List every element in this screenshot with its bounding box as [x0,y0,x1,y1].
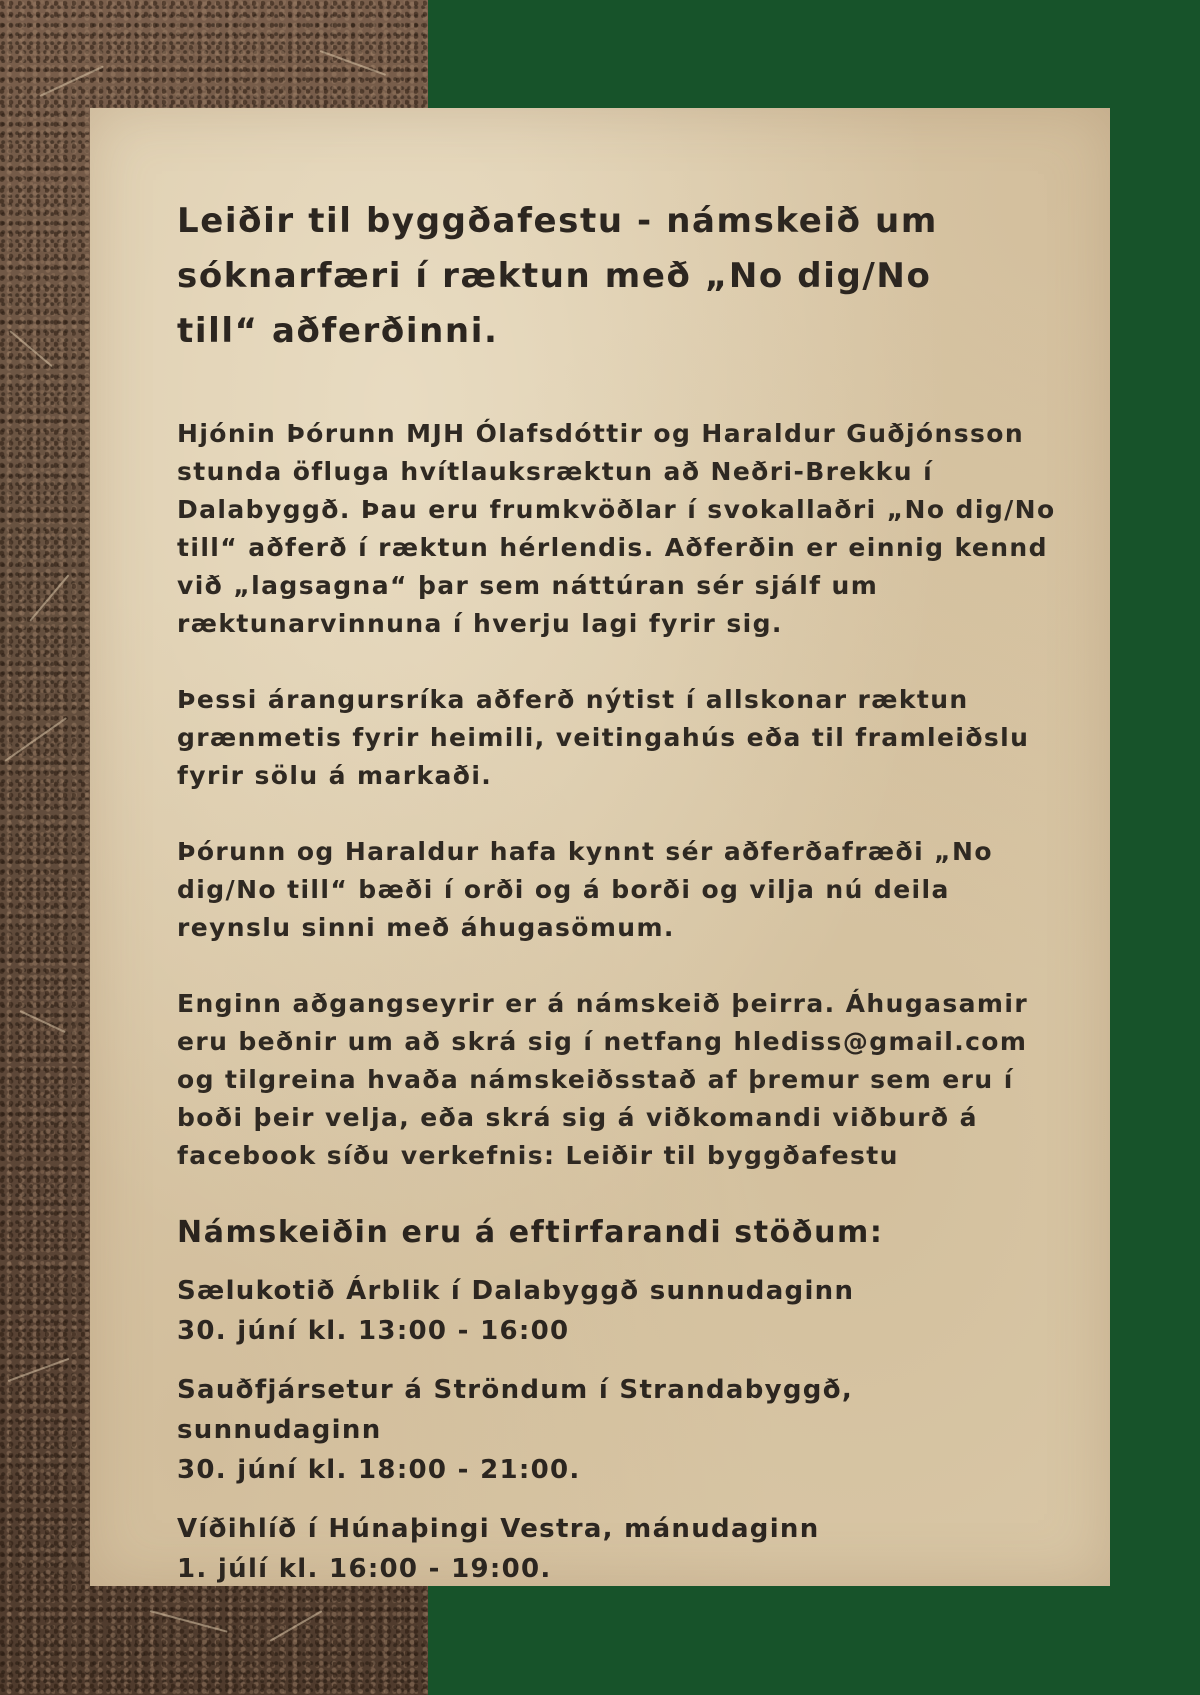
flyer-content [177,194,1057,1608]
intro-paragraph: Hjónin Þórunn MJH Ólafsdóttir og Haraldur Guðjónsson stunda öfluga hvítlauksræktun að Neðri-Brekku í Dalabyggð. Þau eru frumkvöðlar í svokallaðri „No dig/No till“ aðferð í ræktun hérlendis. Aðferðin er einnig kennd við „lagsagna“ þar sem náttúran sér sjálf um ræktunarvinnuna í hverju lagi fyrir sig. [177,419,1056,638]
straw-fiber [20,1010,66,1033]
straw-fiber [4,717,67,762]
event-item [177,1370,1057,1490]
event-time: 1. júlí kl. 16:00 - 19:00. [177,1554,552,1584]
parchment-card [90,108,1110,1586]
event-place: Sælukotið Árblik í Dalabyggð sunnudaginn [177,1276,855,1306]
straw-fiber [8,1358,70,1382]
straw-fiber [29,574,69,621]
event-time: 30. júní kl. 13:00 - 16:00 [177,1316,570,1346]
straw-fiber [40,66,104,97]
locations-heading: Námskeiðin eru á eftirfarandi stöðum: [177,1215,884,1250]
event-place: Víðihlíð í Húnaþingi Vestra, mánudaginn [177,1514,820,1544]
straw-fiber [270,1610,323,1642]
straw-fiber [150,1610,228,1633]
straw-fiber [320,50,386,76]
event-time: 30. júní kl. 18:00 - 21:00. [177,1455,581,1485]
straw-fiber [9,330,52,367]
flyer-title: Leiðir til byggðafestu - námskeið um sóknarfæri í ræktun með „No dig/No till“ aðferðinni. [177,201,938,351]
event-item [177,1509,1057,1589]
event-item [177,1271,1057,1351]
experience-paragraph: Þórunn og Haraldur hafa kynnt sér aðferðafræði „No dig/No till“ bæði í orði og á borði og vilja nú deila reynslu sinni með áhugasömum. [177,837,993,942]
registration-paragraph: Enginn aðgangseyrir er á námskeið þeirra. Áhugasamir eru beðnir um að skrá sig í netfang hlediss@gmail.com og tilgreina hvaða námskeiðsstað af þremur sem eru í boði þeir velja, eða skrá sig á viðkomandi viðburð á facebook síðu verkefnis: Leiðir til byggðafestu [177,989,1029,1170]
method-paragraph: Þessi árangursríka aðferð nýtist í allskonar ræktun grænmetis fyrir heimili, veitingahús eða til framleiðslu fyrir sölu á markaði. [177,685,1030,790]
event-place: Sauðfjársetur á Ströndum í Strandabyggð, sunnudaginn [177,1375,854,1445]
